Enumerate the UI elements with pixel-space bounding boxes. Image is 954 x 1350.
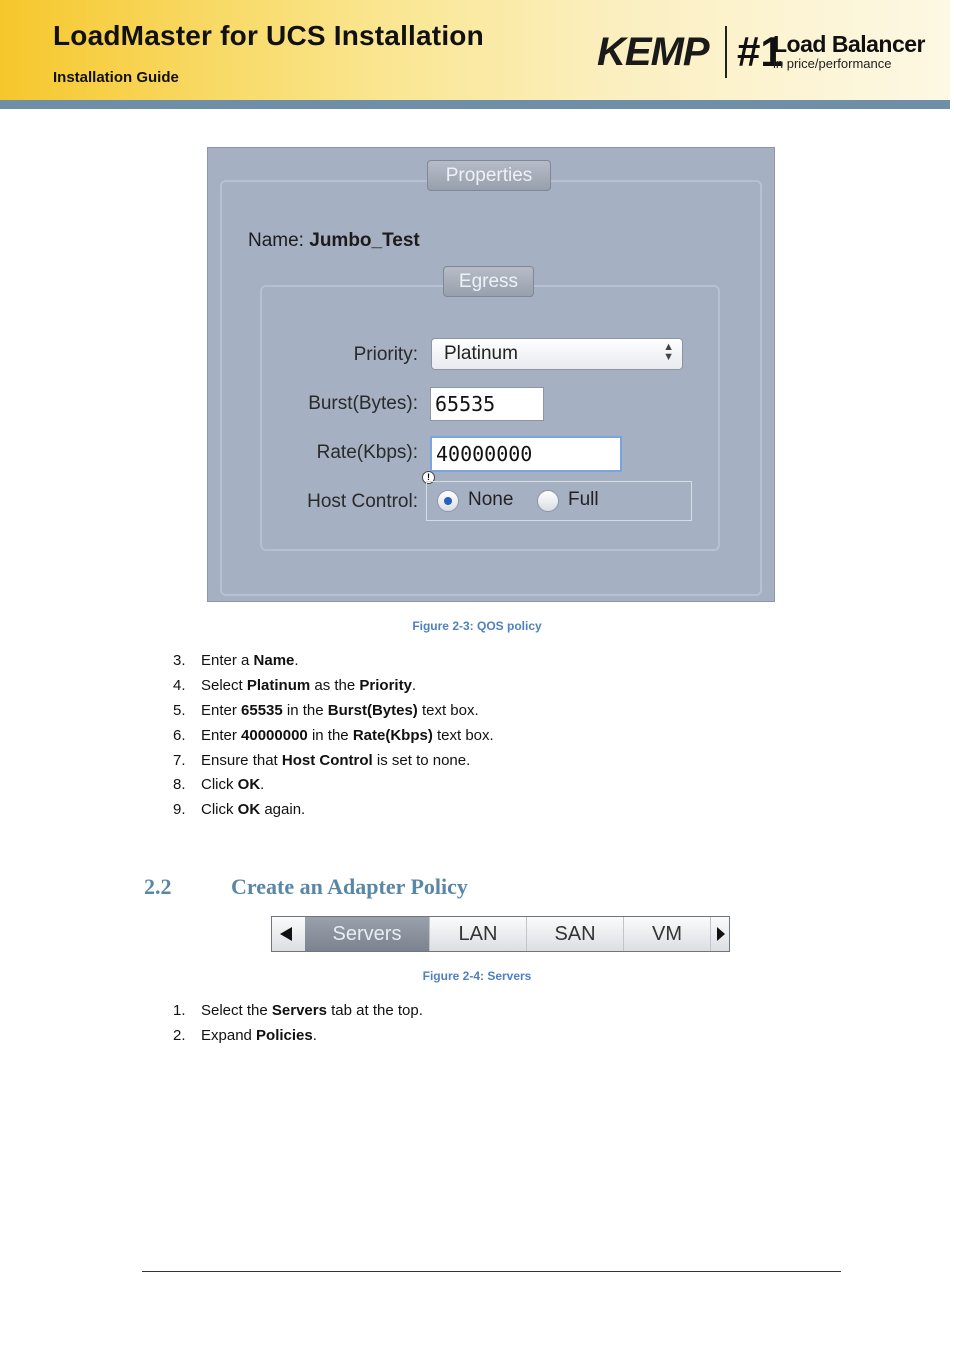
- steps-list-qos: [173, 649, 494, 823]
- logo-separator: [725, 26, 727, 78]
- priority-label: Priority:: [353, 344, 418, 365]
- ucs-nav-tabs: [271, 916, 730, 952]
- logo-rank: #1: [737, 28, 784, 75]
- document-title: LoadMaster for UCS Installation: [53, 20, 484, 51]
- scroll-right-button[interactable]: [711, 917, 729, 951]
- steps-list-adapter: [173, 999, 423, 1049]
- select-arrows-icon: ▲ ▼: [663, 341, 674, 363]
- tab-lan[interactable]: LAN: [430, 917, 527, 951]
- arrow-right-icon: [711, 917, 729, 951]
- step-text: Enter: [201, 701, 242, 719]
- step-text: tab at the top.: [326, 1002, 423, 1019]
- figure-caption-qos: Figure 2-3: QOS policy: [412, 619, 542, 633]
- properties-header: Properties: [427, 160, 551, 191]
- step-emphasis: Name: [253, 652, 295, 669]
- name-value: Jumbo_Test: [309, 230, 420, 251]
- step-text: .: [294, 652, 299, 669]
- step-number: 7.: [173, 751, 186, 769]
- step-emphasis: Rate(Kbps): [352, 726, 433, 744]
- kemp-logo: [597, 26, 927, 78]
- step-text: again.: [260, 801, 306, 819]
- burst-input[interactable]: 65535: [430, 387, 544, 421]
- name-label: Name:: [248, 230, 304, 251]
- tab-servers[interactable]: Servers: [305, 917, 430, 951]
- host-control-label: Host Control:: [307, 491, 418, 512]
- step-text: .: [411, 676, 417, 694]
- step-text: text box.: [417, 701, 479, 719]
- logo-brand: KEMP: [597, 30, 709, 74]
- scroll-left-button[interactable]: [272, 917, 304, 951]
- list-item: [173, 999, 423, 1024]
- warning-icon: !: [422, 471, 435, 484]
- list-item: [173, 1024, 423, 1049]
- step-emphasis: Host Control: [281, 751, 373, 769]
- section-title: Create an Adapter Policy: [231, 874, 468, 899]
- step-text: Ensure that: [201, 751, 282, 769]
- host-full-radio[interactable]: [537, 490, 559, 512]
- step-text: in the: [282, 701, 328, 719]
- step-number: 4.: [173, 676, 186, 694]
- list-item: [173, 699, 494, 724]
- list-item: [173, 724, 494, 749]
- step-text: .: [312, 1026, 317, 1044]
- arrow-left-icon: [272, 917, 304, 951]
- list-item: [173, 749, 494, 774]
- step-text: is set to none.: [372, 751, 471, 769]
- step-number: 9.: [173, 801, 186, 819]
- step-text: Enter: [201, 726, 242, 744]
- host-control-group: [426, 481, 692, 521]
- step-emphasis: Burst(Bytes): [327, 701, 418, 719]
- step-text: in the: [307, 726, 353, 744]
- host-none-radio[interactable]: [437, 490, 459, 512]
- step-emphasis: OK: [237, 801, 261, 819]
- list-item: [173, 798, 494, 823]
- step-text: Select the: [201, 1002, 272, 1019]
- step-text: Click: [201, 801, 238, 819]
- logo-tagline-sub: in price/performance: [773, 56, 892, 71]
- footer-divider: [142, 1271, 841, 1272]
- egress-header: Egress: [443, 266, 534, 297]
- rate-label: Rate(Kbps):: [316, 442, 418, 463]
- logo-tagline-main: Load Balancer: [773, 31, 925, 57]
- step-number: 5.: [173, 701, 186, 719]
- tab-vm[interactable]: VM: [624, 917, 711, 951]
- list-item: [173, 773, 494, 798]
- list-item: [173, 674, 494, 699]
- tab-san[interactable]: SAN: [527, 917, 624, 951]
- step-number: 3.: [173, 652, 186, 669]
- step-text: as the: [310, 676, 360, 694]
- host-none-label: None: [468, 489, 514, 510]
- rate-input[interactable]: 40000000: [430, 436, 622, 472]
- step-text: Expand: [201, 1026, 257, 1044]
- step-emphasis: 65535: [241, 701, 283, 719]
- step-emphasis: 40000000: [241, 726, 308, 744]
- burst-label: Burst(Bytes):: [308, 393, 418, 414]
- step-emphasis: OK: [237, 776, 261, 794]
- host-full-label: Full: [568, 489, 599, 510]
- step-text: Click: [201, 776, 238, 794]
- step-emphasis: Policies: [256, 1026, 313, 1044]
- figure-caption-servers: Figure 2-4: Servers: [422, 969, 532, 983]
- step-emphasis: Servers: [271, 1002, 327, 1019]
- step-emphasis: Platinum: [246, 676, 311, 694]
- step-number: 8.: [173, 776, 186, 794]
- step-text: text box.: [432, 726, 494, 744]
- policy-name: [248, 230, 420, 252]
- step-text: Enter a: [201, 652, 254, 669]
- qos-policy-screenshot: [207, 147, 775, 602]
- step-text: .: [260, 776, 265, 794]
- step-number: 6.: [173, 726, 186, 744]
- list-item: [173, 649, 494, 674]
- step-number: 2.: [173, 1026, 186, 1044]
- header-bar: [0, 100, 950, 109]
- document-subtitle: Installation Guide: [53, 69, 179, 86]
- step-text: Select: [201, 676, 247, 694]
- step-number: 1.: [173, 1002, 186, 1019]
- priority-select[interactable]: [431, 338, 683, 370]
- priority-value: Platinum: [444, 343, 518, 364]
- step-emphasis: Priority: [359, 676, 412, 694]
- section-number: 2.2: [144, 874, 172, 899]
